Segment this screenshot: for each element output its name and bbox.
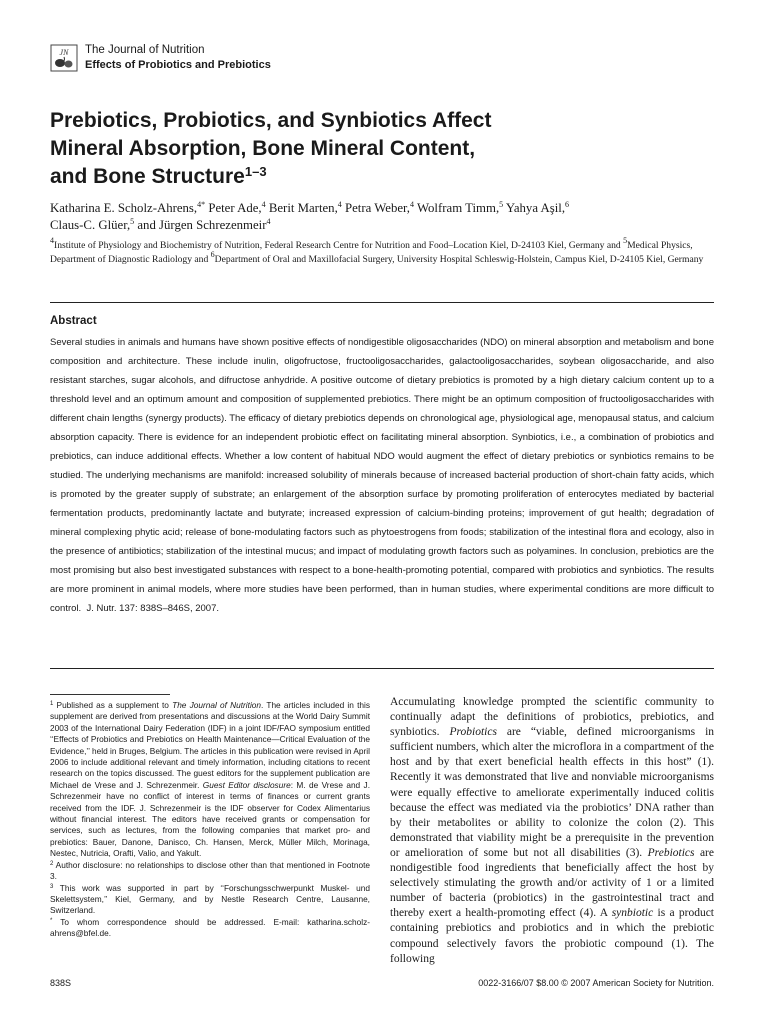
footnote-rule [50,694,170,695]
footnote-1: $^1$ Published as a supplement to The Journal of Nutrition. The articles included in this supplement are derived from presentations and discussions at the World Dairy Summit 2003 of the International Dairy Federation (IDF) in a joint IDF/FAO symposium entitled ‘‘Effects of Probiotics and Prebiotics on Health Maintenance—Critical Evaluation of the Evidence,’’ held in Bruges, Belgium. The articles in this publication were revised in April 2006 to include additional relevant and timely information, including citations to recent research on the topics discussed. The guest editors for the supplement publication are Michael de Vrese and J. Schrezenmeir. Guest Editor disclosure: M. de Vrese and J. Schrezenmeir have no conflict of interest in terms of finances or current grants received from the IDF. J. Schrezenmeir is the IDF observer for Codex Alimentarius without financial interest. The editors have received grants or compensation for services, such as lectures, from the following companies that market pro- and prebiotics: Bauer, Danone, Danisco, Ch. Hansen, Merck, Müller Milch, Morinaga, Nestec, Nutricia, Orafti, Valio, and Yakult. [50,700,370,859]
line1-author-0: Katharina E. Scholz-Ahrens, [50,201,198,215]
footnote-correspondence: * To whom correspondence should be addressed. E-mail: katharina.scholz-ahrens@bfel.de. [50,916,370,939]
abstract-citation: J. Nutr. 137: 838S–846S, 2007. [86,603,220,614]
abstract-text: Several studies in animals and humans have shown positive effects of nondigestible oligosaccharides (NDO) on mineral absorption and metabolism and bone composition and architecture. These include inulin, oligofructose, fructooligosaccharides, galactooligosaccharides, soybean oligosaccharide, and also resistant starches, sugar alcohols, and difructose anhydride. A positive outcome of dietary prebiotics is promoted by a high dietary calcium content up to a threshold level and an optimum amount and composition of supplemented prebiotics. There might be an optimum composition of fructooligosaccharides with different chain lengths (synergy products). The efficacy of dietary prebiotics depends on chronological age, physiological age, menopausal status, and calcium absorption capacity. There is evidence for an independent probiotic effect on facilitating mineral absorption. Synbiotics, i.e., a combination of probiotics and prebiotics, can induce additional effects. Whether a low content of habitual NDO would augment the effect of dietary prebiotics or synbiotics remains to be studied. The underlying mechanisms are manifold: increased solubility of minerals because of increased bacterial production of short-chain fatty acids, which is promoted by the greater supply of substrate; an enlargement of the absorption surface by promoting proliferation of enterocytes mediated by bacterial fermentation products, predominantly lactate and butyrate; increased expression of calcium-binding proteins; improvement of gut health; degradation of mineral complexing phytic acid; release of bone-modulating factors such as phytoestrogens from foods; stabilization of the intestinal flora and ecology, also in the presence of antibiotics; stabilization of the intestinal mucus; and impact of modulating growth factors such as polyamines. In conclusion, prebiotics are the most promising but also best investigated substances with respect to a bone-health-promoting potential, compared with probiotics and synbiotics. The results are more prominent in animal models, where more studies have been performed, than in human studies, where experimental conditions are more difficult to control. [50,337,714,614]
title-footnote-marker: 1–3 [244,164,267,179]
introduction-paragraph: Accumulating knowledge prompted the scientific community to continually adapt the definitions of probiotics, prebiotics, and synbiotics. Probiotics are “viable, defined microorganisms in sufficient numbers, which alter the microflora in a compartment of the host and by that exert beneficial health effects in this host” (1). Recently it was demonstrated that live and nonviable microorganisms were equally effective to ameliorate experimentally induced colitis because the effect was mediated via the probiotics’ DNA rather than by their metabolites or ability to colonize the colon (2). This demonstrated that viability might be a prerequisite in the prevention or amelioration of some but not all disabilities (3). Prebiotics are nondigestible food ingredients that beneficially affect the host by selectively stimulating the growth and/or activity of 1 or a limited number of bacteria (probiotics) in the gastrointestinal tract and thereby exert a health-promoting effect (4). A synbiotic is a product containing prebiotics and probiotics and in which the prebiotic compound selectively favors the probiotic compound (1). The following [390,696,715,965]
line2-author-0-affiliation: 5 [130,217,135,226]
abstract-bottom-rule [50,668,714,669]
journal-name: The Journal of Nutrition [85,44,205,56]
line1-author-1-affiliation: 4 [261,200,266,209]
page-number: 838S [50,978,72,988]
affiliation-4: Institute of Physiology and Biochemistry of Nutrition, Federal Research Centre for Nutrition and Food–Location Kiel, D-24103 Kiel, Germany and [54,240,624,251]
line2-author-1-affiliation: 4 [266,217,271,226]
journal-logo [50,44,78,72]
footnote-3: $^3$ This work was supported in part by ‘‘Forschungsschwerpunkt Muskel- und Skelettsystem,’’ Kiel, Germany, and by Nestle Research Centre, Lausanne, Switzerland. [50,882,370,916]
title-line-2: Mineral Absorption, Bone Mineral Content, [50,137,476,160]
line1-author-4: Wolfram Timm, [414,201,500,215]
supplement-title: Effects of Probiotics and Prebiotics [85,59,271,71]
abstract-body [50,333,714,618]
line1-author-5-affiliation: 6 [565,200,570,209]
svg-text:JN: JN [59,48,69,57]
author-line-2 [50,218,270,232]
line2-author-0: Claus-C. Glüer, [50,218,131,232]
line1-author-1: Peter Ade, [205,201,262,215]
line1-author-5: Yahya Aşil, [503,201,566,215]
footnote-2: $^2$ Author disclosure: no relationships to disclose other than that mentioned in Footnote 3. [50,859,370,882]
line1-author-4-affiliation: 5 [499,200,504,209]
line2-author-1: and Jürgen Schrezenmeir [134,218,267,232]
abstract-heading: Abstract [50,315,97,327]
line1-author-2: Berit Marten, [265,201,338,215]
line1-author-3: Petra Weber, [341,201,411,215]
footnotes [50,700,370,940]
author-line-1 [50,201,569,215]
line1-author-3-affiliation: 4 [410,200,415,209]
line1-author-0-affiliation: 4* [197,200,206,209]
title-line-1: Prebiotics, Probiotics, and Synbiotics Affect [50,109,492,132]
author-list [50,200,730,234]
issn-copyright: 0022-3166/07 $8.00 © 2007 American Society for Nutrition. [478,978,714,988]
article-title [50,107,730,191]
affiliation-5: Medical Physics, Department of Diagnostic Radiology and [50,240,693,265]
line1-author-2-affiliation: 4 [337,200,342,209]
affiliation-6: Department of Oral and Maxillofacial Surgery, University Hospital Schleswig-Holstein, Campus Kiel, D-24105 Kiel, Germany [214,253,704,265]
abstract-top-rule [50,302,714,303]
title-line-3: and Bone Structure [50,165,245,188]
body-text-column [390,695,714,967]
affiliations: $^4$Institute of Physiology and Biochemistry of Nutrition, Federal Research Centre for Nutrition and Food–Location Kiel, D-24103 Kiel, Germany and $^5$Medical Physics, Department of Diagnostic Radiology and $^6$Department of Oral and Maxillofacial Surgery, University Hospital Schleswig-Holstein, Campus Kiel, D-24105 Kiel, Germany [50,236,704,265]
